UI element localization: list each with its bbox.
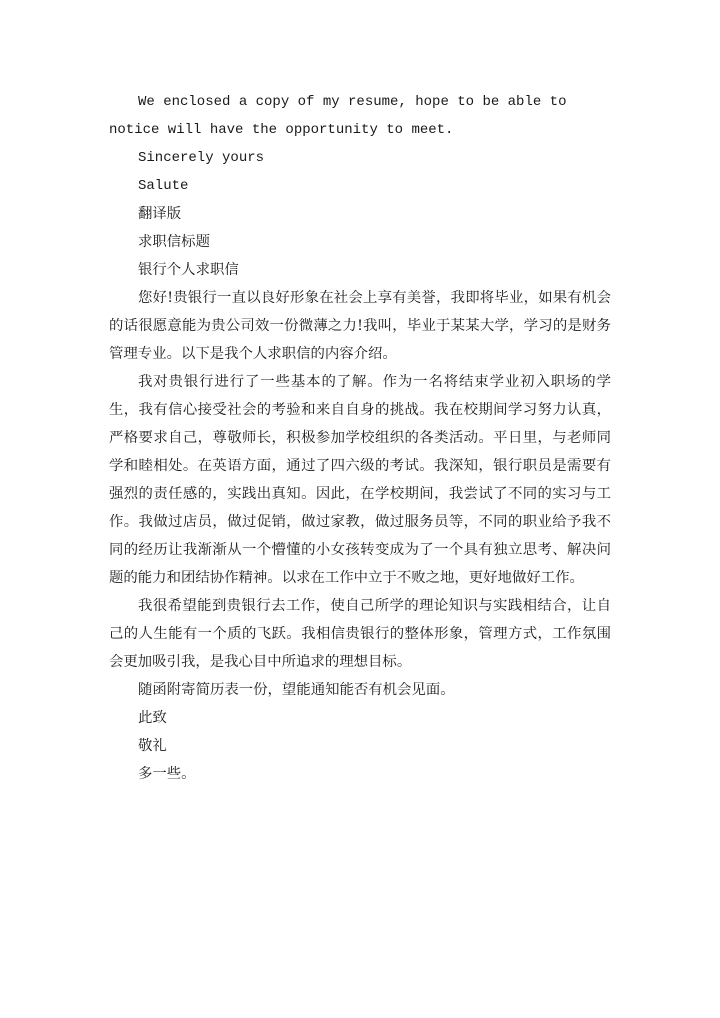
- document-body: [109, 88, 611, 788]
- paragraph-section-heading: 求职信标题: [138, 234, 210, 250]
- paragraph-experience: 我对贵银行进行了一些基本的了解。作为一名将结束学业初入职场的学生，我有信心接受社会的考验和来自自身的挑战。我在校期间学习努力认真，严格要求自己，尊敬师长，积极参加学校组织的各类活动。平日里，与老师同学和睦相处。在英语方面，通过了四六级的考试。我深知，银行职员是需要有强烈的责任感的，实践出真知。因此，在学校期间，我尝试了不同的实习与工作。我做过店员，做过促销，做过家教，做过服务员等，不同的职业给予我不同的经历让我渐渐从一个懵懂的小女孩转变成为了一个具有独立思考、解决问题的能力和团结协作精神。以求在工作中立于不败之地，更好地做好工作。: [109, 374, 611, 586]
- paragraph-enclosure: 随函附寄简历表一份，望能通知能否有机会见面。: [138, 682, 455, 698]
- paragraph-salute: Salute: [138, 178, 189, 194]
- paragraph-closing-2: 敬礼: [138, 738, 167, 754]
- paragraph-letter-title: 银行个人求职信: [138, 262, 239, 278]
- paragraph-translation-label: 翻译版: [138, 206, 182, 222]
- paragraph-closing-1: 此致: [138, 710, 167, 726]
- paragraph-aspiration: 我很希望能到贵银行去工作，使自己所学的理论知识与实践相结合，让自己的人生能有一个质的飞跃。我相信贵银行的整体形象，管理方式，工作氛围会更加吸引我，是我心目中所追求的理想目标。: [109, 598, 611, 670]
- paragraph-sincerely-yours: Sincerely yours: [138, 150, 265, 166]
- paragraph-resume-enclosed: We enclosed a copy of my resume, hope to be able to notice will have the opportunity to meet.: [109, 94, 567, 138]
- paragraph-greeting-intro: 您好!贵银行一直以良好形象在社会上享有美誉，我即将毕业，如果有机会的话很愿意能为贵公司效一份微薄之力!我叫，毕业于某某大学，学习的是财务管理专业。以下是我个人求职信的内容介绍。: [109, 290, 611, 362]
- paragraph-final-note: 多一些。: [138, 766, 196, 782]
